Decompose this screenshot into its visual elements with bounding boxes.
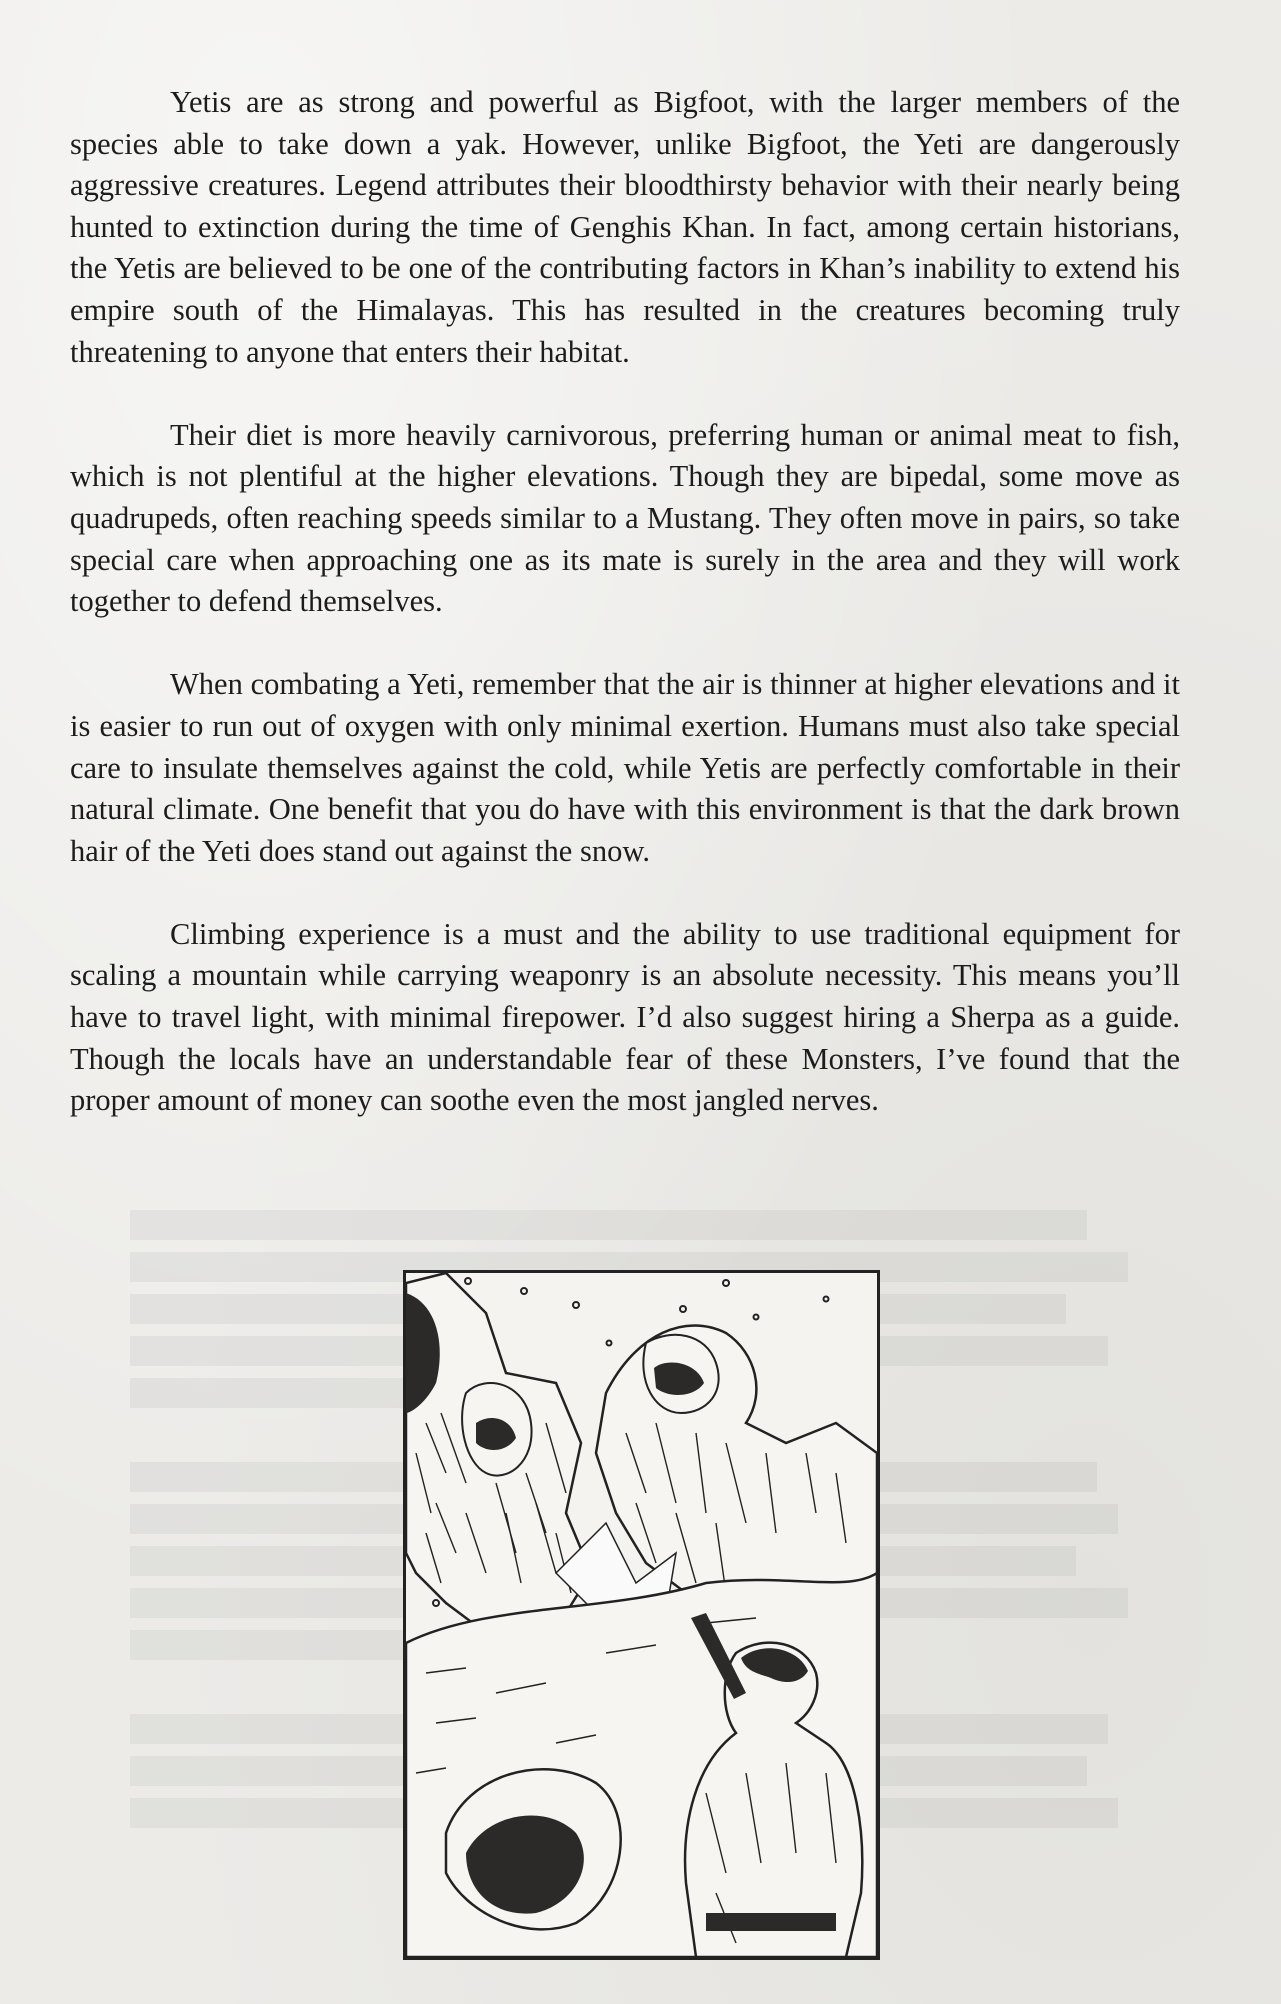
paragraph-2: Their diet is more heavily carnivorous, preferring human or animal meat to fish, which is not plentiful at the higher elevations. Though they are bipedal, some move as quadrupeds, often reaching speeds similar to a Mustang. They often move in pairs, so take special care when approaching one as its mate is surely in the area and they will work together to defend themselves. bbox=[70, 417, 1180, 619]
body-text bbox=[70, 82, 1180, 1163]
paragraph-1: Yetis are as strong and powerful as Bigfoot, with the larger members of the species able to take down a yak. However, unlike Bigfoot, the Yeti are dangerously aggressive creatures. Legend attributes their bloodthirsty behavior with their nearly being hunted to extinction during the time of Genghis Khan. In fact, among certain historians, the Yetis are believed to be one of the contributing factors in Khan’s inability to extend his empire south of the Himalayas. This has resulted in the creatures becoming truly threatening to anyone that enters their habitat. bbox=[70, 85, 1180, 369]
paragraph-4: Climbing experience is a must and the ability to use traditional equipment for scaling a mountain while carrying weaponry is an absolute necessity. This means you’ll have to travel light, with minimal firepower. I’d also suggest hiring a Sherpa as a guide. Though the locals have an understandable fear of these Monsters, I’ve found that the proper amount of money can soothe even the most jangled nerves. bbox=[70, 916, 1180, 1118]
paragraph-3: When combating a Yeti, remember that the air is thinner at higher elevations and it is easier to run out of oxygen with only minimal exertion. Humans must also take special care to insulate themselves against the cold, while Yetis are perfectly comfortable in their natural climate. One benefit that you do have with this environment is that the dark brown hair of the Yeti does stand out against the snow. bbox=[70, 667, 1180, 868]
yeti-illustration bbox=[403, 1270, 880, 1960]
